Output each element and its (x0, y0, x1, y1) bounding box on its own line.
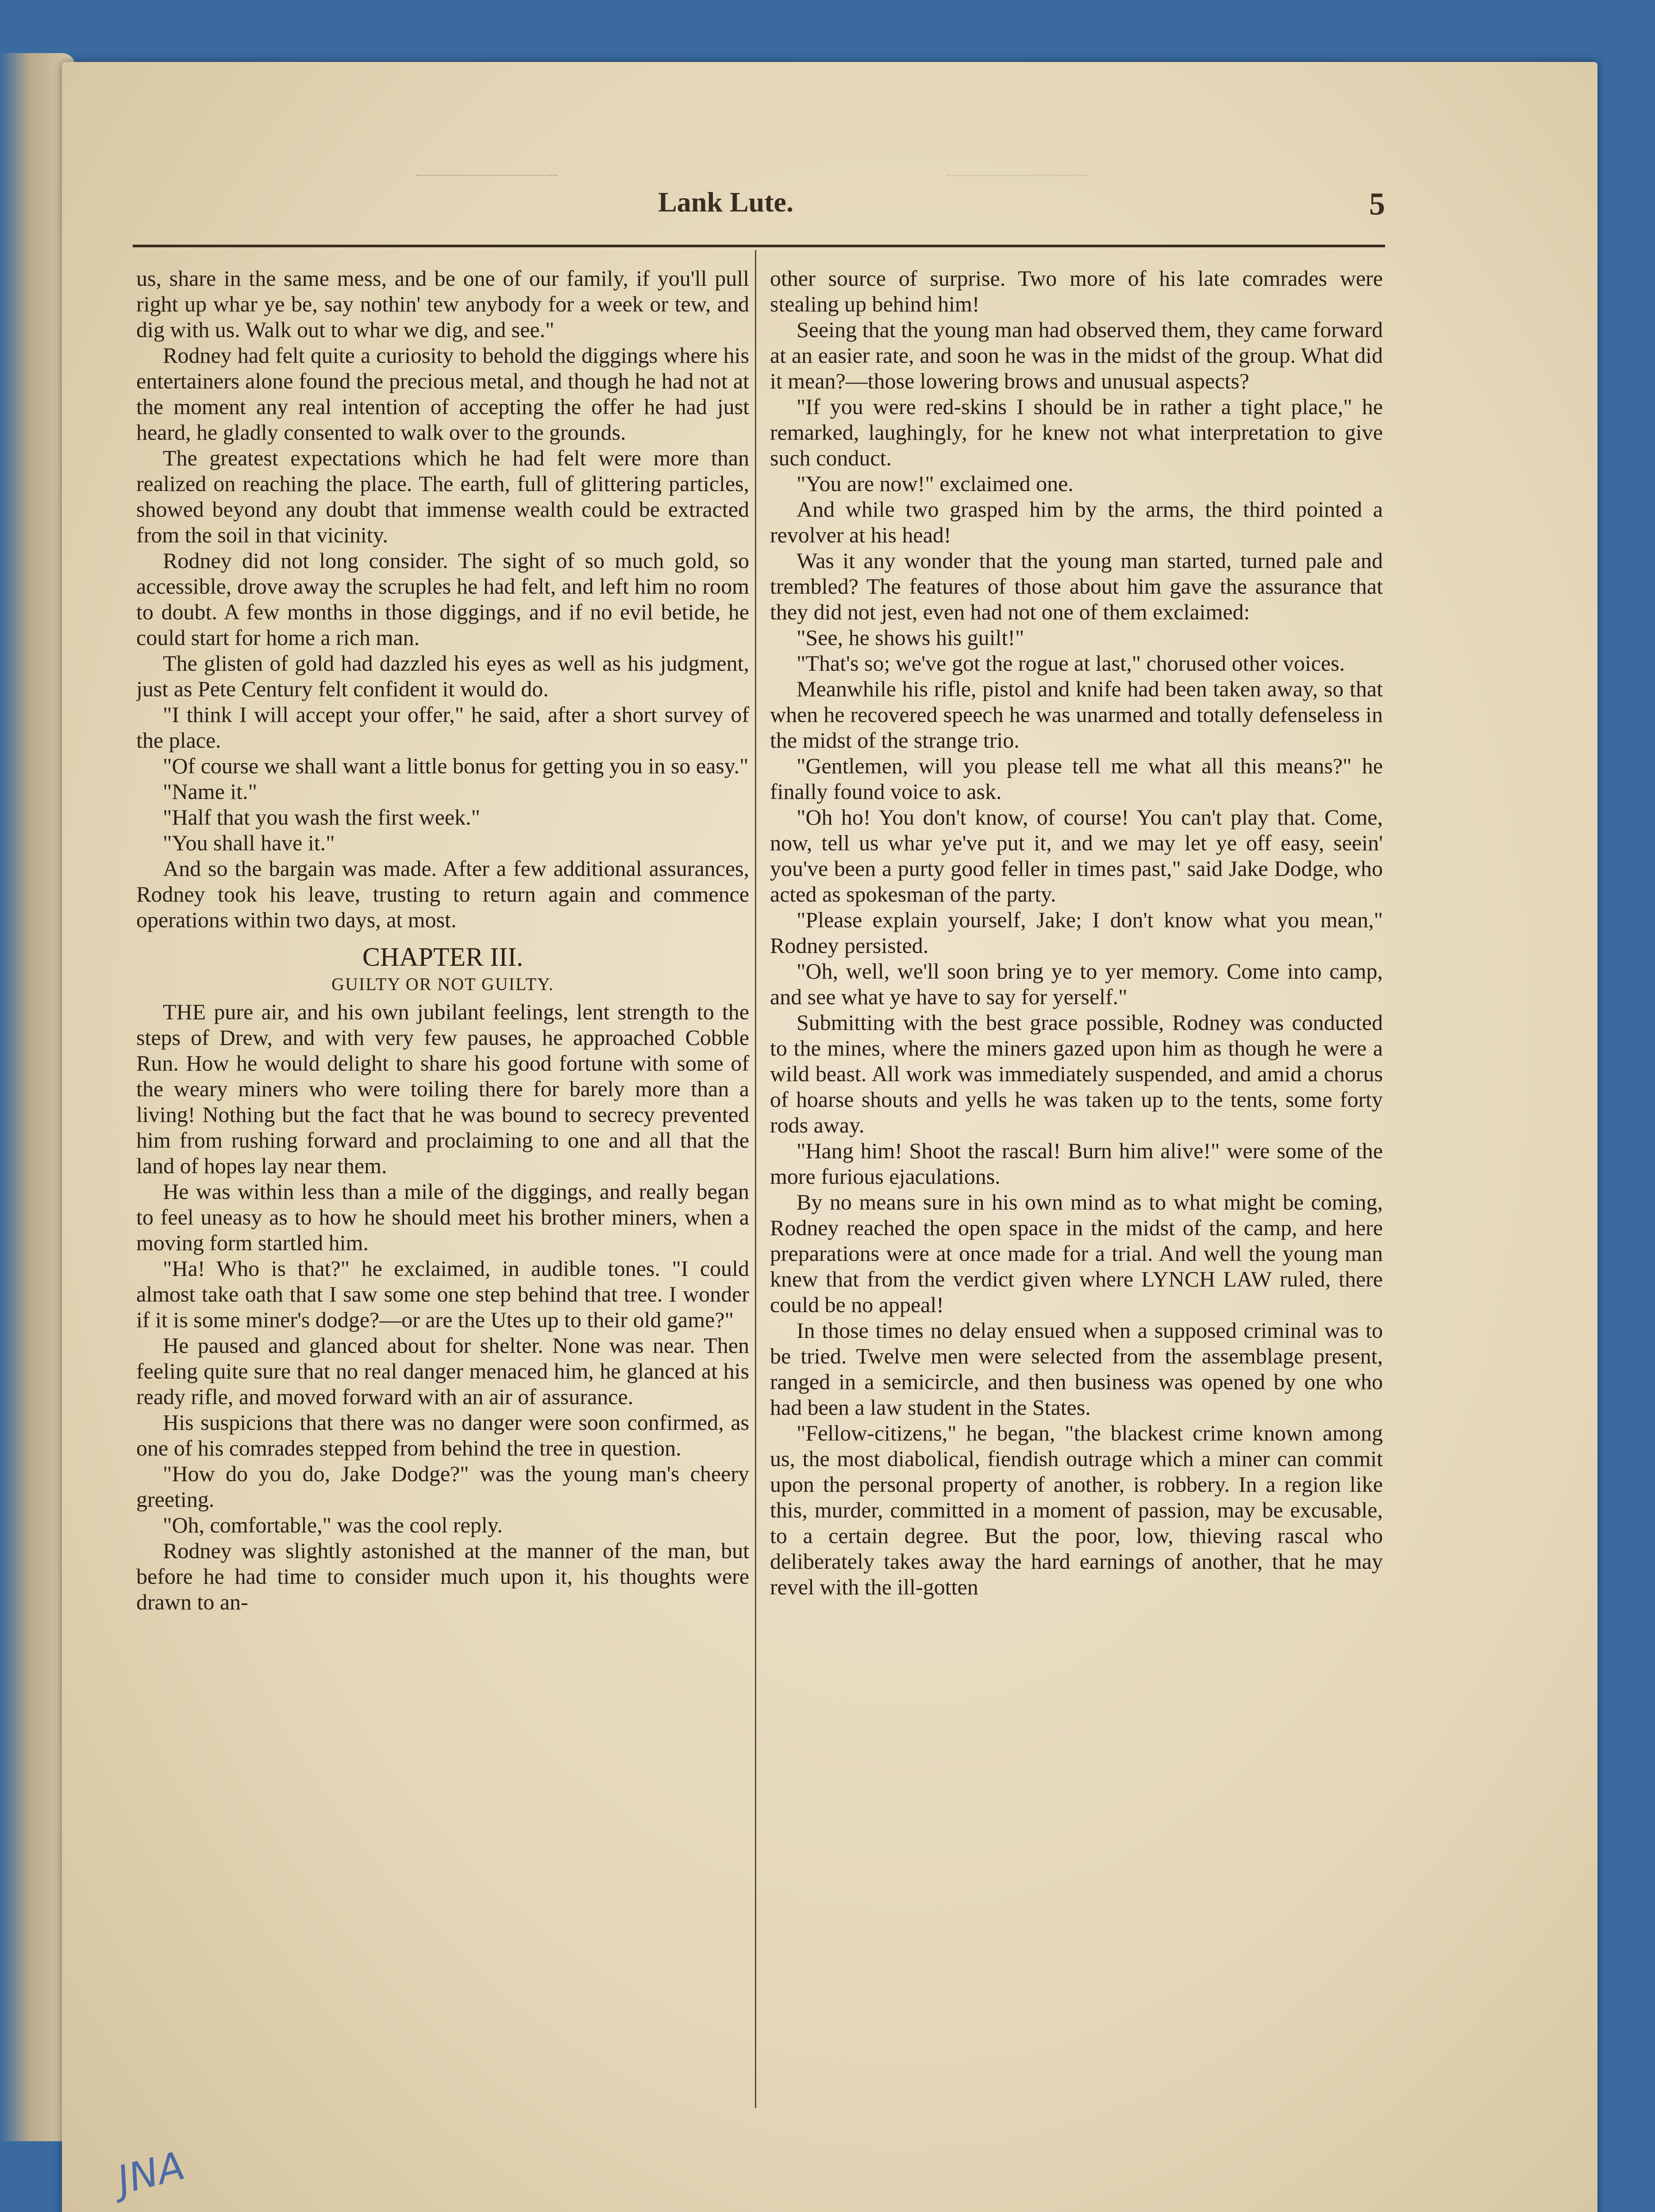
page-number: 5 (1369, 186, 1385, 222)
paragraph: Rodney was slightly astonished at the manner of the man, but before he had time to consider much upon it, his thoughts were drawn to an- (136, 1538, 749, 1614)
paragraph: "You shall have it." (163, 830, 335, 855)
paragraph: "Gentlemen, will you please tell me what all this means?" he finally found voice to ask. (770, 753, 1383, 804)
lynch-law-tail-text: ruled, there could be no appeal! (770, 1267, 1383, 1317)
paragraph: His suspicions that there was no danger were soon confirmed, as one of his comrades stepped from behind the tree in question. (136, 1410, 749, 1460)
paragraph: And while two grasped him by the arms, the third pointed a revolver at his head! (770, 497, 1383, 547)
paragraph: Was it any wonder that the young man started, turned pale and trembled? The features of those about him gave the assurance that they did not jest, even had not one of them exclaimed: (770, 548, 1383, 624)
paragraph: In those times no delay ensued when a supposed criminal was to be tried. Twelve men were selected from the assemblage present, ranged in a semicircle, and then business was opened by one who had been a law student in the States. (770, 1318, 1383, 1420)
paragraph: "I think I will accept your offer," he said, after a short survey of the place. (136, 702, 749, 753)
paragraph: "You are now!" exclaimed one. (797, 471, 1074, 496)
paragraph: Seeing that the young man had observed them, they came forward at an easier rate, and soon he was in the midst of the group. What did it mean?—those lowering brows and unusual aspects? (770, 317, 1383, 393)
paragraph: "Please explain yourself, Jake; I don't know what you mean," Rodney persisted. (770, 907, 1383, 958)
chapter-opening-paragraph (136, 999, 749, 1179)
header-ornament-left (416, 175, 558, 182)
paragraph: "Name it." (163, 779, 257, 804)
paragraph: "If you were red-skins I should be in rather a tight place," he remarked, laughingly, for he knew not what interpretation to give such conduct. (770, 394, 1383, 470)
paragraph: other source of surprise. Two more of his late comrades were stealing up behind him! (770, 266, 1383, 316)
header-ornament-right (947, 175, 1089, 182)
chapter-lead-word: THE (163, 999, 206, 1024)
handwritten-initials: JNA (112, 2143, 189, 2203)
chapter-opening-text: pure air, and his own jubilant feelings, lent strength to the steps of Drew, and with very few pauses, he approached Cobble Run. How he would delight to share his good fortune with some of the weary miners who were toiling there for barely more than a living! Nothing but the fact that he was bound to secrecy prevented him from rushing forward and proclaiming to one and all that the land of hopes lay near them. (136, 999, 749, 1178)
lynch-law-term: LYNCH LAW (1141, 1267, 1272, 1291)
left-column (136, 265, 749, 2110)
paragraph: "Oh, well, we'll soon bring ye to yer memory. Come into camp, and see what ye have to say for yerself." (770, 959, 1383, 1009)
paragraph: "Fellow-citizens," he began, "the blackest crime known among us, the most diabolical, fiendish outrage which a miner can commit upon the personal property of another, is robbery. In a region like this, murder, committed in a moment of passion, may be excusable, to a certain degree. But the poor, low, thieving rascal who deliberately takes away the hard earnings of another, that he may revel with the ill-gotten (770, 1421, 1383, 1599)
paragraph: "Ha! Who is that?" he exclaimed, in audible tones. "I could almost take oath that I saw some one step behind that tree. I wonder if it is some miner's dodge?—or are the Utes up to their old game?" (136, 1256, 749, 1332)
paragraph: Submitting with the best grace possible, Rodney was conducted to the mines, where the miners gazed upon him as though he were a wild beast. All work was immediately suspended, and amid a chorus of hoarse shouts and yells he was taken up to the tents, some forty rods away. (770, 1010, 1383, 1137)
paragraph: "That's so; we've got the rogue at last," chorused other voices. (797, 651, 1345, 676)
paragraph: "Half that you wash the first week." (163, 805, 481, 830)
lynch-law-paragraph (770, 1189, 1383, 1317)
paragraph: He paused and glanced about for shelter. None was near. Then feeling quite sure that no real danger menaced him, he glanced at his ready rifle, and moved forward with an air of assurance. (136, 1333, 749, 1409)
chapter-subtitle: GUILTY OR NOT GUILTY. (331, 974, 554, 994)
paragraph: "See, he shows his guilt!" (797, 625, 1024, 650)
paragraph: Meanwhile his rifle, pistol and knife had been taken away, so that when he recovered speech he was unarmed and totally defenseless in the midst of the strange trio. (770, 676, 1383, 753)
header-rule (133, 245, 1385, 247)
paragraph: "Oh, comfortable," was the cool reply. (163, 1513, 503, 1537)
paragraph: "How do you do, Jake Dodge?" was the young man's cheery greeting. (136, 1461, 749, 1512)
paragraph: Rodney had felt quite a curiosity to behold the diggings where his entertainers alone found the precious metal, and though he had not at the moment any real intention of accepting the offer he had just heard, he gladly consented to walk over to the grounds. (136, 343, 749, 445)
paragraph: The greatest expectations which he had felt were more than realized on reaching the place. The earth, full of glittering particles, showed beyond any doubt that immense wealth could be extracted from the soil in that vicinity. (136, 445, 749, 547)
running-title: Lank Lute. (658, 186, 793, 218)
paragraph: "Of course we shall want a little bonus for getting you in so easy." (163, 753, 749, 778)
right-column (770, 265, 1383, 2110)
paragraph: The glisten of gold had dazzled his eyes as well as his judgment, just as Pete Century felt confident it would do. (136, 651, 749, 701)
lynch-law-lead-text: By no means sure in his own mind as to what might be coming, Rodney reached the open space in the midst of the camp, and here preparations were at once made for a trial. And well the young man knew that from the verdict given where (770, 1190, 1383, 1291)
paragraph: He was within less than a mile of the diggings, and really began to feel uneasy as to how he should meet his brother miners, when a moving form startled him. (136, 1179, 749, 1255)
paragraph: And so the bargain was made. After a few additional assurances, Rodney took his leave, trusting to return again and commence operations within two days, at most. (136, 856, 749, 932)
chapter-title: CHAPTER III. (362, 942, 523, 972)
column-divider (755, 250, 756, 2108)
paragraph: Rodney did not long consider. The sight of so much gold, so accessible, drove away the scruples he had felt, and left him no room to doubt. A few months in those diggings, and if no evil betide, he could start for home a rich man. (136, 548, 749, 650)
paragraph: us, share in the same mess, and be one of our family, if you'll pull right up whar ye be, say nothin' tew anybody for a week or tew, and dig with us. Walk out to whar we dig, and see." (136, 266, 749, 342)
paragraph: "Oh ho! You don't know, of course! You can't play that. Come, now, tell us whar ye've put it, and we may let ye off easy, seein' you've been a purty good feller in times past," said Jake Dodge, who acted as spokesman of the party. (770, 805, 1383, 906)
paragraph: "Hang him! Shoot the rascal! Burn him alive!" were some of the more furious ejaculations. (770, 1138, 1383, 1189)
